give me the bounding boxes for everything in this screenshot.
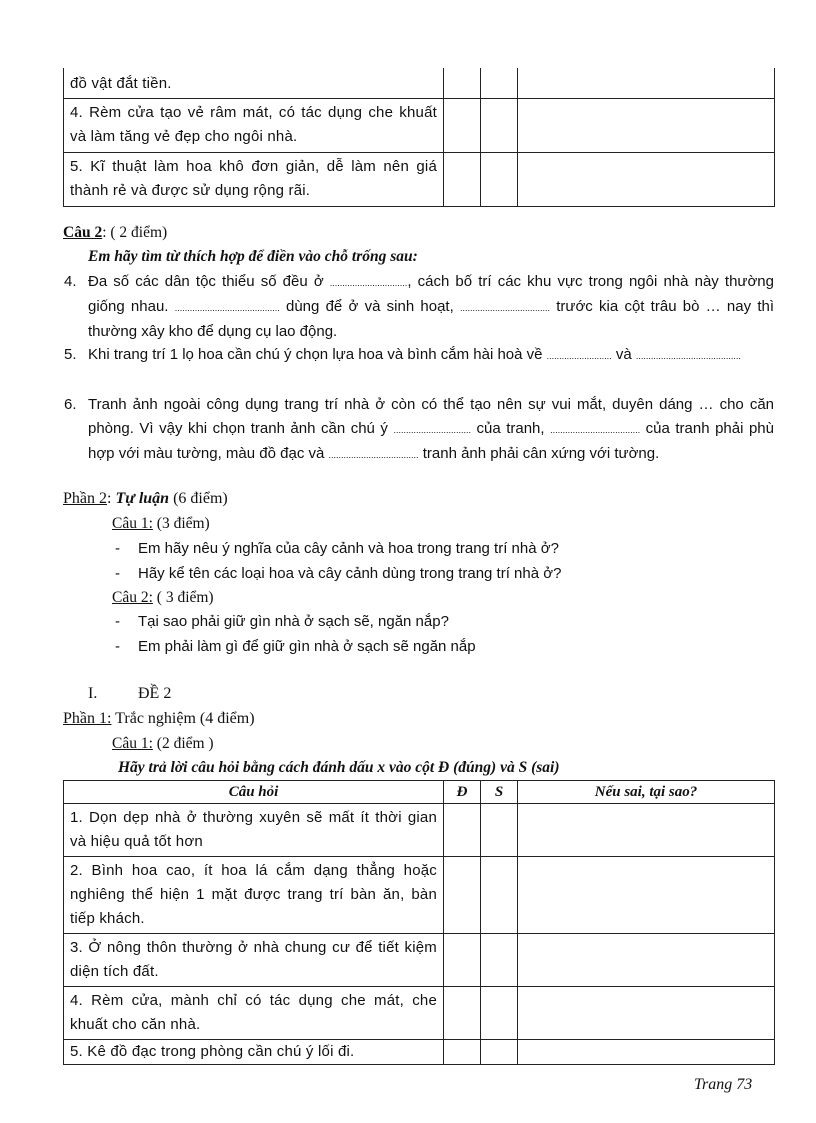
essay-question: Em phải làm gì để giữ gìn nhà ở sạch sẽ ngăn nắp xyxy=(138,638,476,655)
question-cell: đồ vật đắt tiền. xyxy=(64,68,444,99)
item-text: tranh ảnh phải cân xứng với tường. xyxy=(422,445,660,462)
header-false: S xyxy=(481,781,518,804)
table-header-row xyxy=(64,781,775,804)
item-text: của tranh phải phù hợp với màu tường, màu đồ đạc và xyxy=(88,420,774,462)
false-cell[interactable] xyxy=(481,804,518,857)
false-cell[interactable] xyxy=(481,987,518,1040)
blank[interactable]: .................................... xyxy=(328,450,419,460)
header-question: Câu hỏi xyxy=(64,781,444,804)
header-reason: Nếu sai, tại sao? xyxy=(518,781,775,804)
cau1-points: (2 điểm ) xyxy=(156,735,214,752)
cau2-heading xyxy=(63,222,167,244)
phan1-title: Trắc nghiệm xyxy=(115,710,196,727)
blank[interactable]: .......................................... xyxy=(635,351,741,361)
essay-question: Tại sao phải giữ gìn nhà ở sạch sẽ, ngăn nắp? xyxy=(138,613,449,630)
question-cell: 1. Dọn dẹp nhà ở thường xuyên sẽ mất ít thời gian và hiệu quả tốt hơn xyxy=(64,804,444,857)
phan2-cau1-heading xyxy=(112,513,210,535)
question-cell: 4. Rèm cửa tạo vẻ râm mát, có tác dụng che khuất và làm tăng vẻ đẹp cho ngôi nhà. xyxy=(64,99,444,153)
question-cell: 5. Kĩ thuật làm hoa khô đơn giản, dễ làm nên giá thành rẻ và được sử dụng rộng rãi. xyxy=(64,153,444,207)
de2-instruction: Hãy trả lời câu hỏi bằng cách đánh dấu x vào cột Đ (đúng) và S (sai) xyxy=(118,759,560,776)
true-cell[interactable] xyxy=(444,934,481,987)
reason-cell[interactable] xyxy=(518,1040,775,1065)
item-text: Tranh ảnh ngoài công dụng trang trí nhà ở còn có thể tạo nên sự vui mắt, duyên dáng … cho căn phòng. Vì vậy khi chọn tranh ảnh cần chú ý xyxy=(88,396,774,437)
item-text: dùng để ở và sinh hoạt, xyxy=(285,298,454,315)
cau1-label: Câu 1: xyxy=(112,515,153,532)
phan1-label: Phần 1: xyxy=(63,710,112,727)
true-cell[interactable] xyxy=(444,857,481,934)
table-row xyxy=(64,99,775,153)
answer-table-2 xyxy=(63,780,775,1065)
de2-title: ĐỀ 2 xyxy=(138,685,172,702)
phan2-points: (6 điểm) xyxy=(173,490,228,507)
fill-item-4 xyxy=(88,270,774,344)
fill-item-5 xyxy=(88,343,774,368)
table-row xyxy=(64,987,775,1040)
dash: - xyxy=(115,638,120,655)
true-cell[interactable] xyxy=(444,987,481,1040)
item-text: của tranh, xyxy=(476,420,545,437)
cau2-label: Câu 2: xyxy=(112,589,153,606)
blank[interactable]: .......................... xyxy=(546,351,612,361)
true-cell[interactable] xyxy=(444,804,481,857)
reason-cell[interactable] xyxy=(518,934,775,987)
table-row xyxy=(64,857,775,934)
question-cell: 3. Ở nông thôn thường ở nhà chung cư để tiết kiệm diện tích đất. xyxy=(64,934,444,987)
header-true: Đ xyxy=(444,781,481,804)
blank[interactable]: .................................... xyxy=(460,303,551,313)
false-cell[interactable] xyxy=(481,934,518,987)
item-text: Đa số các dân tộc thiểu số đều ở xyxy=(88,273,324,290)
false-cell[interactable] xyxy=(481,1040,518,1065)
reason-cell[interactable] xyxy=(518,804,775,857)
cau2-label: Câu 2 xyxy=(63,224,103,241)
cau2-instruction: Em hãy tìm từ thích hợp để điền vào chỗ trống sau: xyxy=(88,248,418,265)
false-cell[interactable] xyxy=(481,153,518,207)
dash: - xyxy=(115,540,120,557)
cau1-label: Câu 1: xyxy=(112,735,153,752)
phan2-label: Phần 2 xyxy=(63,490,107,507)
dash: - xyxy=(115,565,120,582)
blank[interactable]: .................................... xyxy=(550,425,641,435)
table-row xyxy=(64,68,775,99)
question-cell: 4. Rèm cửa, mành chỉ có tác dụng che mát, che khuất cho căn nhà. xyxy=(64,987,444,1040)
table-row xyxy=(64,153,775,207)
cau2-points: : ( 2 điểm) xyxy=(102,224,168,241)
item-number: 4. xyxy=(64,273,77,290)
blank[interactable]: ............................... xyxy=(393,425,471,435)
phan2-title: Tự luận xyxy=(115,490,170,507)
essay-question: Em hãy nêu ý nghĩa của cây cảnh và hoa trong trang trí nhà ở? xyxy=(138,540,559,557)
table-row xyxy=(64,1040,775,1065)
page-number: Trang 73 xyxy=(694,1076,753,1093)
blank[interactable]: ............................... xyxy=(329,278,408,288)
question-cell: 2. Bình hoa cao, ít hoa lá cắm dạng thẳng hoặc nghiêng thể hiện 1 mặt được trang trí bàn ăn, bàn tiếp khách. xyxy=(64,857,444,934)
false-cell[interactable] xyxy=(481,857,518,934)
phan1-points: (4 điểm) xyxy=(199,710,255,727)
item-text: Khi trang trí 1 lọ hoa cần chú ý chọn lựa hoa và bình cắm hài hoà về xyxy=(88,346,543,363)
phan2-colon: : xyxy=(107,490,112,507)
item-text: , cách bố trí các khu vực trong ngôi nhà này thường giống nhau. xyxy=(88,273,774,315)
phan2-cau2-heading xyxy=(112,587,214,609)
true-cell[interactable] xyxy=(444,153,481,207)
reason-cell[interactable] xyxy=(518,68,775,99)
answer-table-1 xyxy=(63,68,775,207)
de2-roman: I. xyxy=(88,685,98,702)
de2-cau1-heading xyxy=(112,733,214,755)
phan2-heading xyxy=(63,488,228,510)
blank[interactable]: .......................................... xyxy=(174,303,280,313)
true-cell[interactable] xyxy=(444,1040,481,1065)
dash: - xyxy=(115,613,120,630)
item-number: 5. xyxy=(64,346,77,363)
cau1-points: (3 điểm) xyxy=(156,515,210,532)
item-text: trước kia cột trâu bò … nay thì thường xây kho để dụng cụ lao động. xyxy=(88,298,775,340)
reason-cell[interactable] xyxy=(518,857,775,934)
fill-item-6 xyxy=(88,393,774,467)
reason-cell[interactable] xyxy=(518,99,775,153)
reason-cell[interactable] xyxy=(518,153,775,207)
true-cell[interactable] xyxy=(444,99,481,153)
false-cell[interactable] xyxy=(481,68,518,99)
table-row xyxy=(64,804,775,857)
true-cell[interactable] xyxy=(444,68,481,99)
reason-cell[interactable] xyxy=(518,987,775,1040)
item-text: và xyxy=(615,346,632,363)
table-row xyxy=(64,934,775,987)
question-cell: 5. Kê đồ đạc trong phòng cần chú ý lối đi. xyxy=(64,1040,444,1065)
false-cell[interactable] xyxy=(481,99,518,153)
essay-question: Hãy kể tên các loại hoa và cây cảnh dùng trong trang trí nhà ở? xyxy=(138,565,562,582)
item-number: 6. xyxy=(64,396,77,413)
cau2-points: ( 3 điểm) xyxy=(156,589,214,606)
de2-phan1-heading xyxy=(63,708,255,730)
